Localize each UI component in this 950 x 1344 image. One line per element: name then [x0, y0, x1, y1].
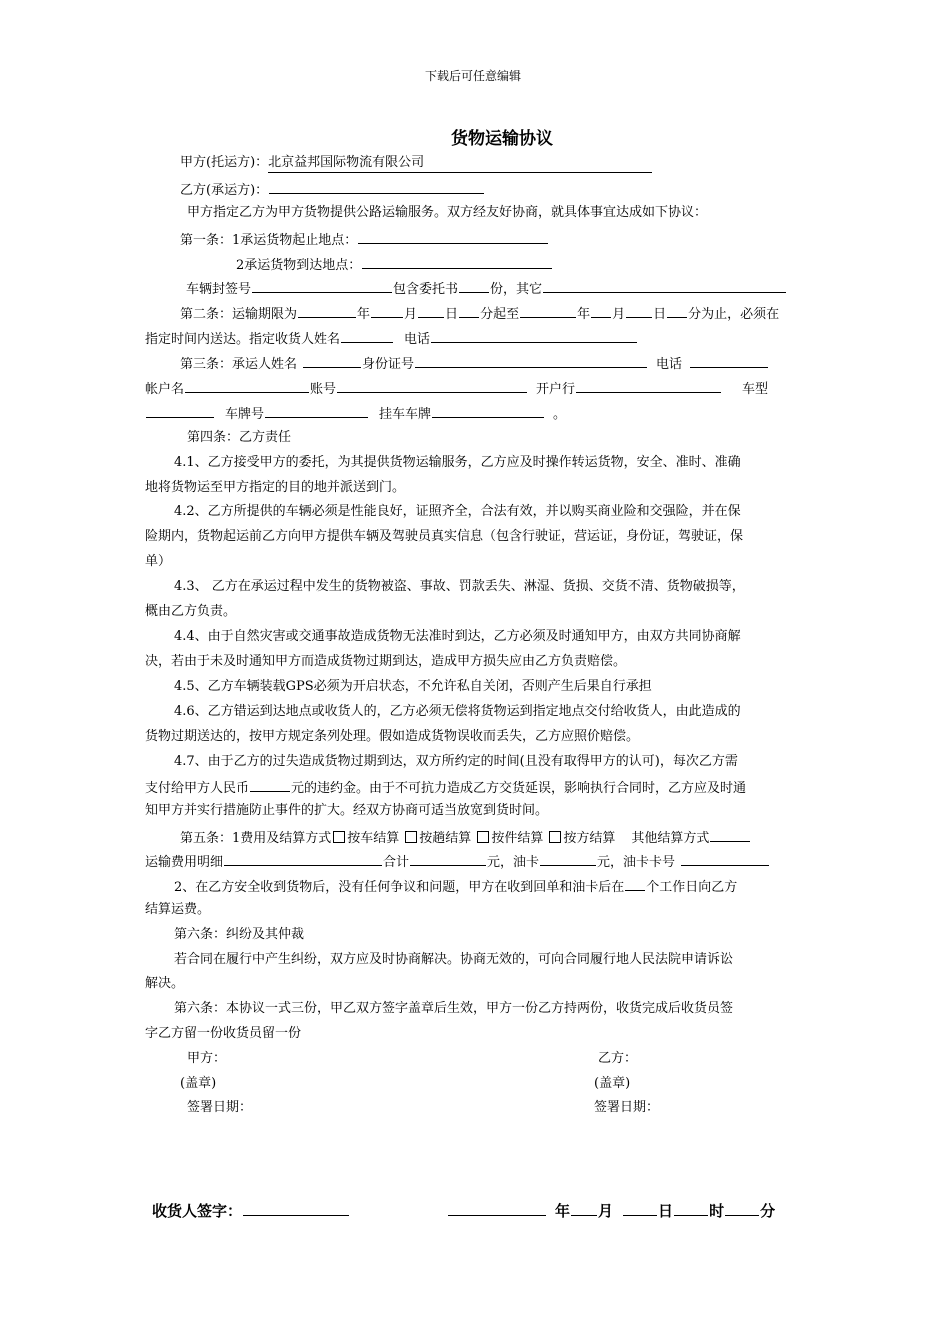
carrier-phone-label: 电话	[656, 357, 683, 372]
receipt-month-label: 月	[598, 1202, 614, 1220]
settlement-options	[331, 831, 615, 846]
oil-card-number-label: 元，油卡卡号	[597, 855, 676, 870]
total-field[interactable]	[410, 851, 486, 866]
checkbox-per-cubic[interactable]	[549, 831, 561, 843]
page-title: 货物运输协议	[451, 129, 553, 149]
receipt-day-label: 日	[658, 1202, 674, 1220]
art4-p7-line2	[145, 777, 746, 798]
account-name-label: 帐户名	[145, 382, 185, 397]
art3-row3	[145, 403, 566, 424]
vehicle-model-label: 车型	[742, 382, 769, 397]
power-of-attorney-label: 包含委托书	[393, 282, 459, 297]
month-label: 月	[404, 307, 418, 322]
art4-p6-line2: 货物过期送达的，按甲方规定条列处理。假如造成货物误收而丢失，乙方应照价赔偿。	[145, 729, 640, 744]
art2-period-label: 第二条：运输期限为	[180, 307, 298, 322]
party-a-name: 北京益邦国际物流有限公司	[268, 155, 425, 170]
receipt-year-label: 年	[555, 1202, 571, 1220]
total-label: 合计	[383, 855, 410, 870]
oil-card-amount-field[interactable]	[540, 851, 596, 866]
art4-p2-line2: 险期内，货物起运前乙方向甲方提供车辆及驾驶员真实信息（包含行驶证，营运证，身份证，驾驶证，保	[145, 529, 744, 544]
intro-text: 甲方指定乙方为甲方货物提供公路运输服务。双方经友好协商，就具体事宜达成如下协议：	[187, 205, 708, 220]
other-settlement-label: 其他结算方式	[631, 831, 710, 846]
month-label: 月	[612, 307, 626, 322]
end-month-field[interactable]	[591, 303, 611, 318]
option-per-piece: 按件结算	[491, 831, 544, 846]
penalty-post: 元的违约金。由于不可抗力造成乙方交货延误，影响执行合同时，乙方应及时通	[291, 781, 747, 796]
start-year-field[interactable]	[298, 303, 356, 318]
bank-label: 开户行	[536, 382, 576, 397]
origin-field[interactable]	[358, 229, 548, 244]
attorney-copies-field[interactable]	[459, 278, 489, 293]
art7-line2: 字乙方留一份收货员留一份	[145, 1026, 302, 1041]
trailer-plate-label: 挂车车牌	[379, 407, 432, 422]
party-a-seal-label: (盖章)	[180, 1076, 217, 1091]
receipt-minute-label: 分	[760, 1202, 776, 1220]
carrier-id-field[interactable]	[415, 353, 647, 368]
art4-p3-line2: 概由乙方负责。	[145, 604, 237, 619]
vehicle-model-field[interactable]	[146, 403, 214, 418]
oil-card-number-field[interactable]	[681, 851, 769, 866]
destination-field[interactable]	[362, 254, 552, 269]
oil-card-label: 元，油卡	[487, 855, 540, 870]
receipt-hour-field[interactable]	[674, 1199, 708, 1216]
art4-p5: 4.5、乙方车辆装载GPS必须为开启状态，不允许私自关闭，否则产生后果自行承担	[174, 679, 652, 694]
receipt-day-field[interactable]	[623, 1199, 657, 1216]
payment-days-field[interactable]	[625, 876, 645, 891]
party-a-label: 甲方(托运方)：	[180, 155, 269, 170]
end-minute-field[interactable]	[667, 303, 687, 318]
day-label: 日	[653, 307, 667, 322]
art5-row4: 结算运费。	[145, 902, 211, 917]
art3-row2	[145, 378, 768, 399]
carrier-name-label: 第三条：承运人姓名	[180, 357, 298, 372]
payment-terms-pre: 2、在乙方安全收到货物后，没有任何争议和问题，甲方在收到回单和油卡后在	[174, 880, 625, 895]
receipt-hour-label: 时	[709, 1202, 725, 1220]
year-label: 年	[577, 307, 591, 322]
settlement-label: 第五条：1费用及结算方式	[180, 831, 332, 846]
start-month-field[interactable]	[371, 303, 403, 318]
art4-p6-line1: 4.6、乙方错运到达地点或收货人的，乙方必须无偿将货物运到指定地点交付给收货人，由此造成的	[174, 704, 741, 719]
party-a-name-field[interactable]	[268, 154, 652, 173]
carrier-id-label: 身份证号	[362, 357, 415, 372]
party-b-date-label: 签署日期：	[594, 1100, 660, 1115]
checkbox-per-trip[interactable]	[405, 831, 417, 843]
art1-row3	[186, 278, 787, 299]
receipt-year-field[interactable]	[448, 1199, 546, 1216]
from-label: 分起至	[480, 307, 520, 322]
trailer-plate-field[interactable]	[432, 403, 544, 418]
party-b-label: 乙方(承运方)：	[180, 183, 269, 198]
receiver-signature-field[interactable]	[243, 1199, 349, 1216]
option-per-cubic: 按方结算	[563, 831, 616, 846]
start-day-field[interactable]	[418, 303, 444, 318]
art5-row2	[145, 851, 770, 872]
consignee-phone-label: 电话	[404, 332, 431, 347]
art6-p1-line2: 解决。	[145, 976, 185, 991]
end-year-field[interactable]	[520, 303, 576, 318]
day-label: 日	[445, 307, 459, 322]
bank-field[interactable]	[576, 378, 721, 393]
fee-detail-field[interactable]	[224, 851, 382, 866]
art4-p1-line1: 4.1、乙方接受甲方的委托，为其提供货物运输服务，乙方应及时操作转运货物，安全、准时、准确	[174, 455, 741, 470]
art6-title: 第六条：纠纷及其仲裁	[174, 927, 305, 942]
end-day-field[interactable]	[626, 303, 652, 318]
penalty-pre: 支付给甲方人民币	[145, 781, 250, 796]
party-b-seal-label: (盖章)	[594, 1076, 631, 1091]
other-label: 份，其它	[490, 282, 543, 297]
plate-field[interactable]	[265, 403, 368, 418]
art2-row1	[180, 303, 779, 324]
consignee-name-field[interactable]	[341, 328, 393, 343]
art4-p7-line3: 知甲方并实行措施防止事件的扩大。经双方协商可适当放宽到货时间。	[145, 803, 549, 818]
receiver-signature-label: 收货人签字：	[152, 1202, 243, 1220]
art4-p7-line1: 4.7、由于乙方的过失造成货物过期到达，双方所约定的时间(且没有取得甲方的认可)，每次乙方需	[174, 754, 738, 769]
art4-title: 第四条：乙方责任	[187, 430, 292, 445]
art4-p3-line1: 4.3、 乙方在承运过程中发生的货物被盗、事故、罚款丢失、淋湿、货损、交货不清、货物破损等，	[174, 579, 745, 594]
art3-row1	[180, 353, 769, 374]
party-a-sign-label: 甲方：	[187, 1051, 227, 1066]
fee-detail-label: 运输费用明细	[145, 855, 224, 870]
other-settlement-field[interactable]	[710, 827, 750, 842]
art2-row2	[145, 328, 638, 349]
party-a-date-label: 签署日期：	[187, 1100, 253, 1115]
art1-row1	[180, 229, 549, 250]
art4-p2-line3: 单）	[145, 554, 172, 569]
art7-line1: 第六条：本协议一式三份，甲乙双方签字盖章后生效，甲方一份乙方持两份，收货完成后收货员签	[174, 1001, 734, 1016]
art5-row1	[180, 827, 751, 848]
seal-number-field[interactable]	[252, 278, 392, 293]
consignee-label: 指定时间内送达。指定收货人姓名	[145, 332, 341, 347]
option-per-trip: 按趟结算	[419, 831, 472, 846]
checkbox-per-vehicle[interactable]	[333, 831, 345, 843]
art1-dest-label: 2承运货物到达地点：	[236, 258, 362, 273]
art1-row2	[236, 254, 553, 275]
art4-p1-line2: 地将货物运至甲方指定的目的地并派送到门。	[145, 480, 406, 495]
carrier-name-field[interactable]	[303, 353, 361, 368]
party-b-row	[180, 179, 485, 200]
option-per-vehicle: 按车结算	[347, 831, 400, 846]
art4-p2-line1: 4.2、乙方所提供的车辆必须是性能良好，证照齐全，合法有效，并以购买商业险和交强险，并在保	[174, 504, 741, 519]
carrier-phone-field[interactable]	[690, 353, 768, 368]
until-label: 分为止，必须在	[688, 307, 780, 322]
party-b-sign-label: 乙方：	[598, 1051, 638, 1066]
checkbox-per-piece[interactable]	[477, 831, 489, 843]
penalty-amount-field[interactable]	[250, 777, 290, 792]
receipt-row	[152, 1199, 775, 1221]
art5-row3	[174, 876, 737, 897]
account-name-field[interactable]	[185, 378, 309, 393]
art6-p1-line1: 若合同在履行中产生纠纷，双方应及时协商解决。协商无效的，可向合同履行地人民法院申请诉讼	[174, 952, 734, 967]
account-no-label: 账号	[310, 382, 337, 397]
plate-label: 车牌号	[225, 407, 265, 422]
header-note: 下载后可任意编辑	[425, 69, 522, 83]
account-no-field[interactable]	[337, 378, 527, 393]
consignee-phone-field[interactable]	[431, 328, 637, 343]
receipt-month-field[interactable]	[571, 1199, 597, 1216]
art4-p4-line1: 4.4、由于自然灾害或交通事故造成货物无法准时到达，乙方必须及时通知甲方，由双方共同协商解	[174, 629, 741, 644]
other-field[interactable]	[543, 278, 786, 293]
party-b-name-field[interactable]	[269, 179, 484, 194]
seal-label: 车辆封签号	[186, 282, 252, 297]
art1-origin-label: 第一条：1承运货物起止地点：	[180, 233, 358, 248]
receipt-minute-field[interactable]	[725, 1199, 759, 1216]
art3-end: 。	[553, 407, 567, 422]
party-a-row	[180, 154, 652, 173]
payment-terms-post: 个工作日向乙方	[646, 880, 738, 895]
art4-p4-line2: 决，若由于未及时通知甲方而造成货物过期到达，造成甲方损失应由乙方负责赔偿。	[145, 654, 627, 669]
year-label: 年	[357, 307, 371, 322]
start-minute-field[interactable]	[459, 303, 479, 318]
